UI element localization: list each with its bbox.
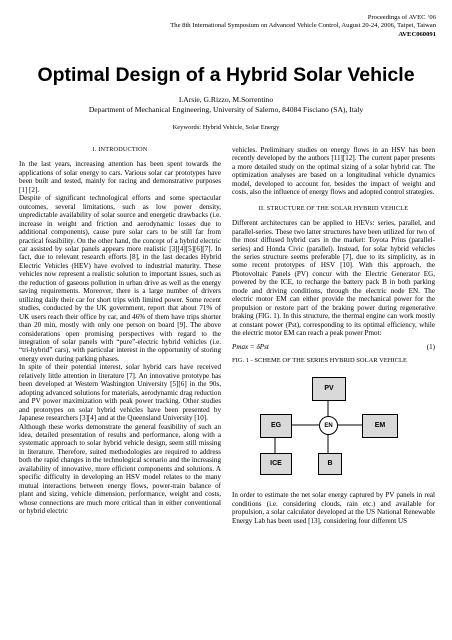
en-node: EN: [319, 416, 338, 435]
left-column: [19, 146, 221, 515]
header-paper-id: AVEC060091: [398, 30, 436, 38]
equation-1: [232, 343, 435, 351]
section-title-structure: II. STRUCTURE OF THE SOLAR HYBRID VEHICLE: [258, 204, 409, 212]
right-column: [232, 146, 435, 525]
paragraph: Despite of significant technological efforts and some spectacular outcomes, several limitations, such as low power density, unpredictable availability of solar source and energetic drawbacks (i.e. increase in weight and friction and aerodynamic losses due to additional components), cause pure solar cars to be still far from practical feasibility. On the other hand, the concept of a hybrid electric car assisted by solar panels appears more realistic [3][4][5][6][7]. In fact, due to relevant research efforts [8], in the last decades Hybrid Electric Vehicles (HEV) have evolved to industrial maturity. These vehicles now represent a realistic solution to important issues, such as the reduction of gaseous pollution in urban drive as well as the energy saving requirements. Moreover, there is a large number of drivers utilizing daily their car for short trips with limited power. Some recent studies, conducted by the UK government, report that about 71% of UK users reach their office by car, and 46% of them have trips shorter than 20 min, mostly with only one person on board [9]. The above considerations open promising perspectives with regard to the integration of solar panels with “pure”-electric hybrid vehicles (i.e. “tri-hybrid” cars), with particular interest in the opportunity of storing energy even during parking phases.: [19, 194, 221, 363]
paper-title: Optimal Design of a Hybrid Solar Vehicle: [37, 64, 415, 86]
paragraph: vehicles. Preliminary studies on energy flows in an HSV has been recently developed by the authors [11][12]. The current paper presents a more detailed study on the optimal sizing of a solar hybrid car. The optimization analyses are based on a longitudinal vehicle dynamics model, developed to account for, besides the impact of weight and costs, also the influence of energy flows and adopted control strategies.: [232, 146, 435, 197]
pv-block: PV: [312, 377, 346, 401]
proceedings-header: [170, 14, 436, 39]
paragraph: Different architectures can be applied to HEVs: series, parallel, and parallel-series. These two latter structures have been utilized for two of the most diffused hybrid cars in the market: Toyota Prius (parallel-series) and Honda Civic (parallel). Instead, for solar hybrid vehicles the series structure seems preferable [7], due to its simplicity, as in some recent prototypes of HSV [10]. With this approach, the Photovoltaic Panels (PV) concur with the Electric Generator EG, powered by the ICE, to recharge the battery pack B in both parking mode and driving conditions, through the electric node EN. The electric motor EM can either provide the mechanical power for the propulsion or restore part of the braking power during regenerative braking (FIG. 1). In this structure, the thermal engine can work mostly at constant power (Pst), corresponding to its optimal efficiency, while the electric motor EM can reach a peak power Pmot:: [232, 219, 435, 338]
battery-block: B: [318, 453, 342, 475]
header-line-2: The 8th International Symposium on Advanced Vehicle Control, August 20-24, 2006, Taipei, Taiwan: [170, 22, 436, 30]
author-block: [0, 95, 452, 114]
eg-block: EG: [260, 414, 292, 438]
section-title-introduction: I. INTRODUCTION: [92, 146, 148, 153]
paragraph: In the last years, increasing attention has been spent towards the applications of solar energy to cars. Various solar car prototypes have been built and tested, mainly for racing and demonstrative purposes [1] [2].: [19, 160, 221, 194]
paragraph: In spite of their potential interest, solar hybrid cars have received relatively little attention in literature [7]. An innovative prototype has been developed at Western Washington University [5][6] in the 90s, adopting advanced solutions for materials, aerodynamic drag reduction and PV power maximization with peak power tracking. Other studies and prototypes on solar hybrid vehicles have been presented by Japanese researchers [3][4] and at the Queensland University [10].: [19, 363, 221, 423]
equation-body: Pmax = δPst: [232, 342, 269, 351]
ice-block: ICE: [260, 453, 292, 475]
header-line-1: Proceedings of AVEC ‘06: [367, 14, 436, 21]
figure-caption: FIG. 1 - SCHEME OF THE SERIES HYBRID SOLAR VEHICLE: [232, 356, 407, 364]
affiliation: Department of Mechanical Engineering, University of Salerno, 84084 Fisciano (SA), Italy: [88, 104, 364, 114]
keywords: Keywords: Hybrid Vehicle, Solar Energy: [172, 124, 280, 131]
authors: I.Arsie, G.Rizzo, M.Sorrentino: [178, 95, 274, 104]
series-hybrid-diagram: [232, 367, 435, 487]
paragraph: In order to estimate the net solar energy captured by PV panels in real conditions (i.e. considering clouds, rain etc.) and available for propulsion, a solar calculator developed at the US National Renewable Energy Lab has been used [13], considering four different US: [232, 491, 435, 525]
equation-number: (1): [426, 342, 435, 351]
em-block: EM: [362, 414, 398, 438]
paragraph: Although these works demonstrate the general feasibility of such an idea, detailed presentation of results and performance, along with a systematic approach to solar hybrid vehicle design, seem still missing in literature. Therefore, suited methodologies are required to address both the rapid changes in the technological scenario and the increasing availability of innovative, more efficient components and solutions. A specific difficulty in developing an HSV model relates to the many mutual interactions between energy flows, power-train balance of plant and sizing, vehicle dimension, performance, weight and costs, whose connections are much more critical than in either conventional or hybrid electric: [19, 422, 221, 516]
